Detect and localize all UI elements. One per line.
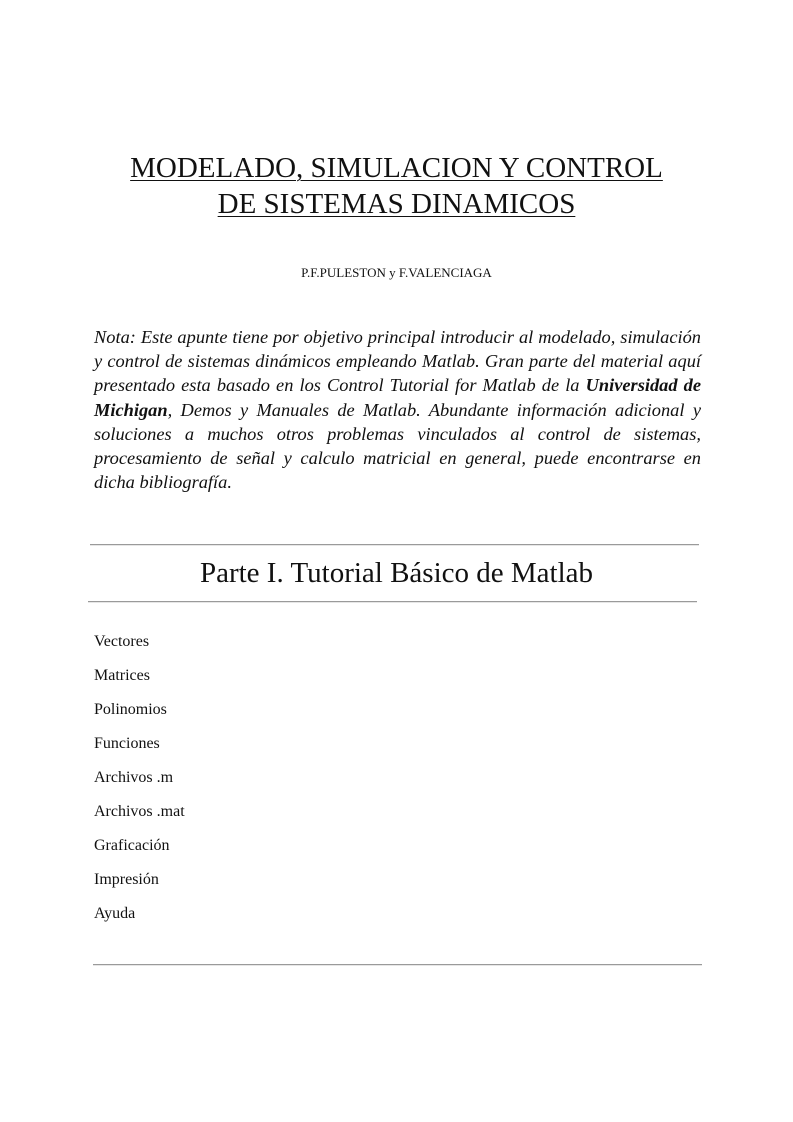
toc-list	[94, 631, 185, 937]
toc-item-archivos-m: Archivos .m	[94, 769, 174, 786]
toc-item-archivos-mat: Archivos .mat	[94, 803, 185, 820]
document-title-line-1: MODELADO, SIMULACION Y CONTROL	[130, 152, 663, 184]
toc-item-graficacion: Graficación	[94, 837, 170, 854]
document-authors: P.F.PULESTON y F.VALENCIAGA	[301, 265, 492, 280]
toc-item-vectores: Vectores	[94, 633, 150, 650]
note-text-before: Nota: Este apunte tiene por objetivo principal introducir al modelado, simulación y control de sistemas dinámicos empleando Matlab. Gran parte del material aquí presentado esta basado en los Control Tutorial for Matlab de la	[94, 327, 701, 396]
toc-item-funciones: Funciones	[94, 735, 160, 752]
document-title-line-2: DE SISTEMAS DINAMICOS	[217, 188, 576, 220]
toc-item-impresion: Impresión	[94, 871, 159, 888]
toc-item-polinomios: Polinomios	[94, 701, 167, 718]
document-note	[94, 325, 701, 494]
divider-top	[90, 544, 699, 546]
divider-bottom	[93, 964, 702, 966]
toc-item-matrices: Matrices	[94, 667, 150, 684]
part-title: Parte I. Tutorial Básico de Matlab	[199, 557, 594, 589]
divider-middle	[88, 601, 697, 603]
note-bold-institution: Universidad de Michigan	[94, 375, 701, 420]
toc-item-ayuda: Ayuda	[94, 905, 136, 922]
document-title	[60, 150, 733, 222]
note-text-after: , Demos y Manuales de Matlab. Abundante información adicional y soluciones a muchos otros problemas vinculados al control de sistemas, procesamiento de señal y calculo matricial en general, puede encontrarse en dicha bibliografía.	[94, 399, 701, 493]
